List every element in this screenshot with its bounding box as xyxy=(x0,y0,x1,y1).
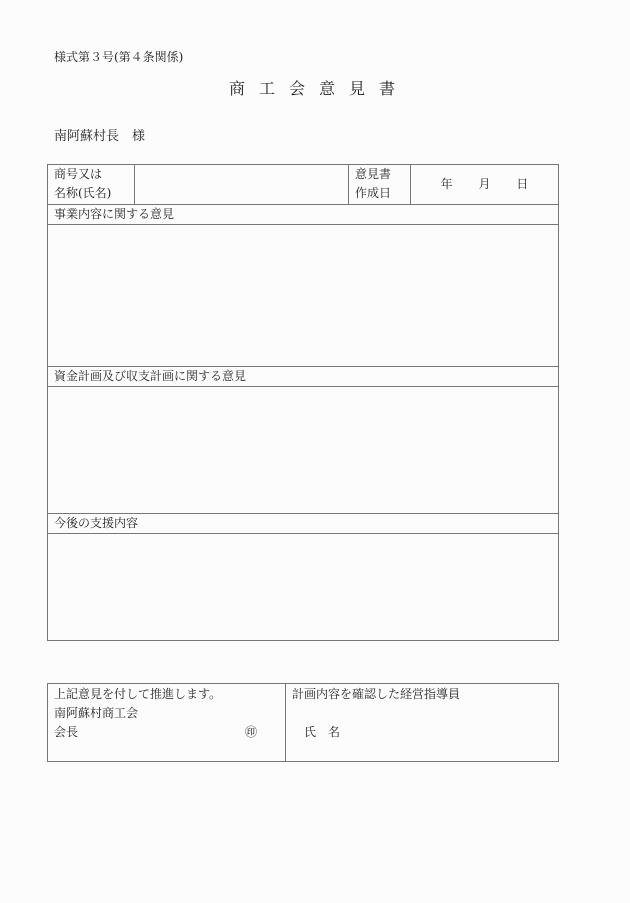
business-name-label-line2: 名称(氏名) xyxy=(54,186,112,200)
header-row xyxy=(48,165,559,205)
section-heading-row xyxy=(48,514,559,534)
year-label: 年 xyxy=(440,177,453,191)
opinion-table xyxy=(47,164,559,641)
funding-opinion-field[interactable] xyxy=(48,387,559,514)
section-heading-support: 今後の支援内容 xyxy=(48,514,559,534)
spacer xyxy=(292,704,552,723)
advisor-cell xyxy=(286,684,559,762)
business-opinion-field[interactable] xyxy=(48,225,559,367)
section-heading-business: 事業内容に関する意見 xyxy=(48,205,559,225)
business-name-label-line1: 商号又は xyxy=(54,167,103,181)
seal-icon: ㊞ xyxy=(245,725,258,739)
chairman-row[interactable] xyxy=(54,723,279,742)
advisor-name-field[interactable] xyxy=(292,723,552,742)
created-date-field[interactable] xyxy=(411,165,559,205)
addressee: 南阿蘇村長 様 xyxy=(54,129,146,144)
chairman-label: 会長 xyxy=(54,725,79,739)
business-name-label xyxy=(48,165,135,205)
business-name-field[interactable] xyxy=(135,165,349,205)
section-body-row xyxy=(48,534,559,641)
form-number: 様式第３号(第４条関係) xyxy=(54,50,184,64)
chamber-name: 南阿蘇村商工会 xyxy=(54,706,139,720)
created-date-label-line2: 作成日 xyxy=(355,186,392,200)
month-label: 月 xyxy=(478,177,491,191)
section-heading-row xyxy=(48,205,559,225)
document-title: 商工会意見書 xyxy=(228,79,409,98)
section-heading-funding: 資金計画及び収支計画に関する意見 xyxy=(48,367,559,387)
section-body-row xyxy=(48,387,559,514)
name-label-1: 氏 xyxy=(304,725,317,739)
support-content-field[interactable] xyxy=(48,534,559,641)
signature-table xyxy=(47,683,559,762)
advisor-heading: 計画内容を確認した経営指導員 xyxy=(292,687,461,701)
day-label: 日 xyxy=(516,177,529,191)
endorsement-text: 上記意見を付して推進します。 xyxy=(54,687,222,701)
created-date-label-line1: 意見書 xyxy=(355,167,392,181)
name-label-2: 名 xyxy=(328,725,341,739)
chamber-endorsement-cell xyxy=(48,684,286,762)
section-body-row xyxy=(48,225,559,367)
section-heading-row xyxy=(48,367,559,387)
created-date-label xyxy=(349,165,411,205)
